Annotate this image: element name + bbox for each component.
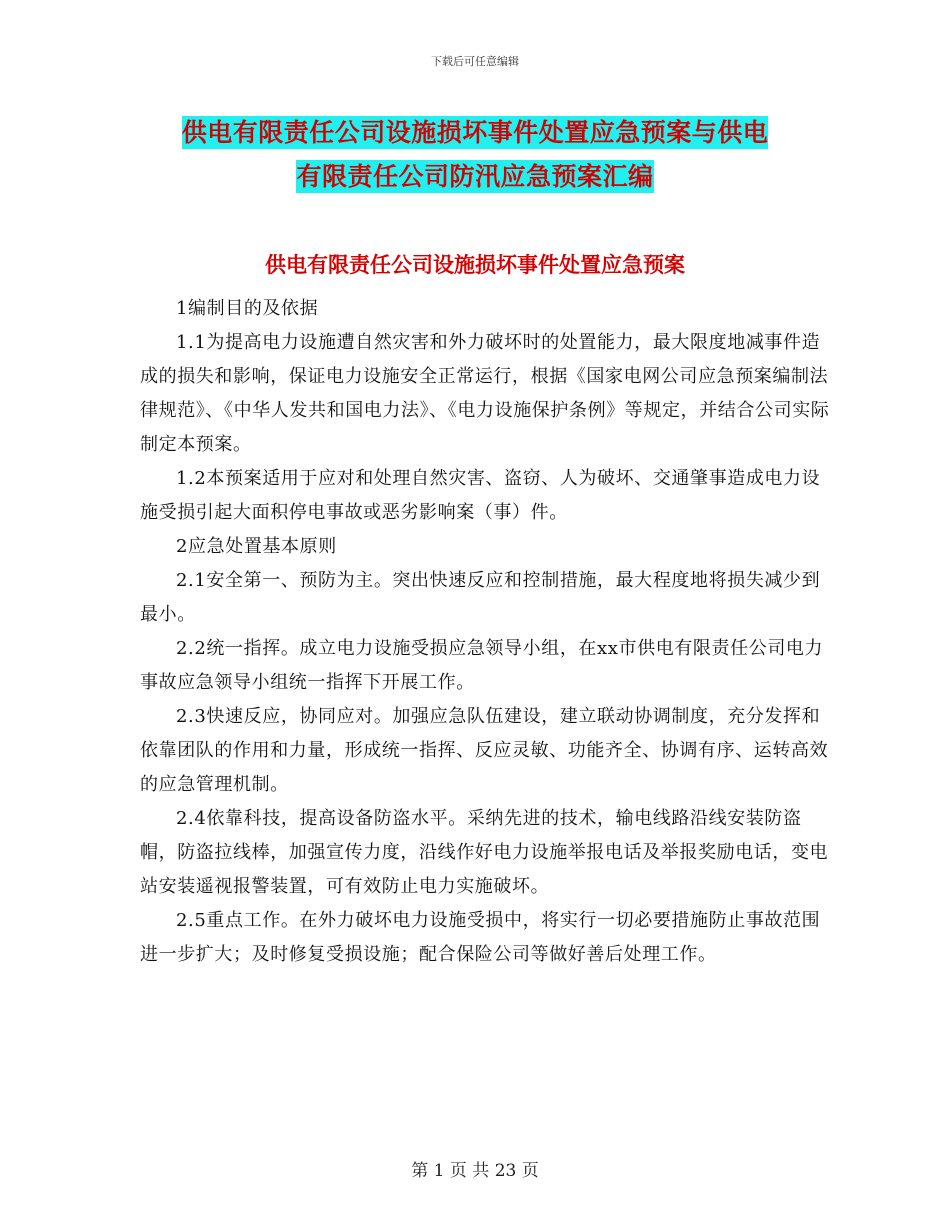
document-title-line-2 <box>0 157 950 193</box>
paragraph: 1.2本预案适用于应对和处理自然灾害、盗窃、人为破坏、交通肇事造成电力设施受损引起大面积停电事故或恶劣影响案（事）件。 <box>140 468 821 523</box>
paragraph: 2.4依靠科技，提高设备防盗水平。采纳先进的技术，输电线路沿线安装防盗帽，防盗拉线棒，加强宣传力度，沿线作好电力设施举报电话及举报奖励电话，变电站安装遥视报警装置，可有效防止电力实施破坏。 <box>140 808 829 897</box>
paragraph: 1编制目的及依据 <box>176 298 319 319</box>
header-note: 下载后可任意编辑 <box>431 55 519 68</box>
paragraph: 2.1安全第一、预防为主。突出快速反应和控制措施，最大程度地将损失减少到最小。 <box>140 570 821 625</box>
title-line-1-text: 供电有限责任公司设施损坏事件处置应急预案与供电 <box>181 118 769 147</box>
document-title-line-1 <box>0 113 950 149</box>
paragraph: 2.2统一指挥。成立电力设施受损应急领导小组，在xx市供电有限责任公司电力事故应急领导小组统一指挥下开展工作。 <box>140 638 824 693</box>
page-number: 第 1 页 共 23 页 <box>411 1161 539 1181</box>
paragraph: 2.5重点工作。在外力破坏电力设施受损中，将实行一切必要措施防止事故范围进一步扩大；及时修复受损设施；配合保险公司等做好善后处理工作。 <box>140 910 821 965</box>
paragraph: 2应急处置基本原则 <box>176 536 337 557</box>
document-body <box>140 292 830 972</box>
paragraph: 2.3快速反应，协同应对。加强应急队伍建设，建立联动协调制度，充分发挥和依靠团队的作用和力量，形成统一指挥、反应灵敏、功能齐全、协调有序、运转高效的应急管理机制。 <box>140 706 829 795</box>
section-title: 供电有限责任公司设施损坏事件处置应急预案 <box>265 253 685 277</box>
paragraph: 1.1为提高电力设施遭自然灾害和外力破坏时的处置能力，最大限度地减事件造成的损失和影响，保证电力设施安全正常运行，根据《国家电网公司应急预案编制法律规范》、《中华人发共和国电力法》、《电力设施保护条例》等规定，并结合公司实际制定本预案。 <box>140 332 830 455</box>
title-line-2-text: 有限责任公司防汛应急预案汇编 <box>296 162 654 191</box>
